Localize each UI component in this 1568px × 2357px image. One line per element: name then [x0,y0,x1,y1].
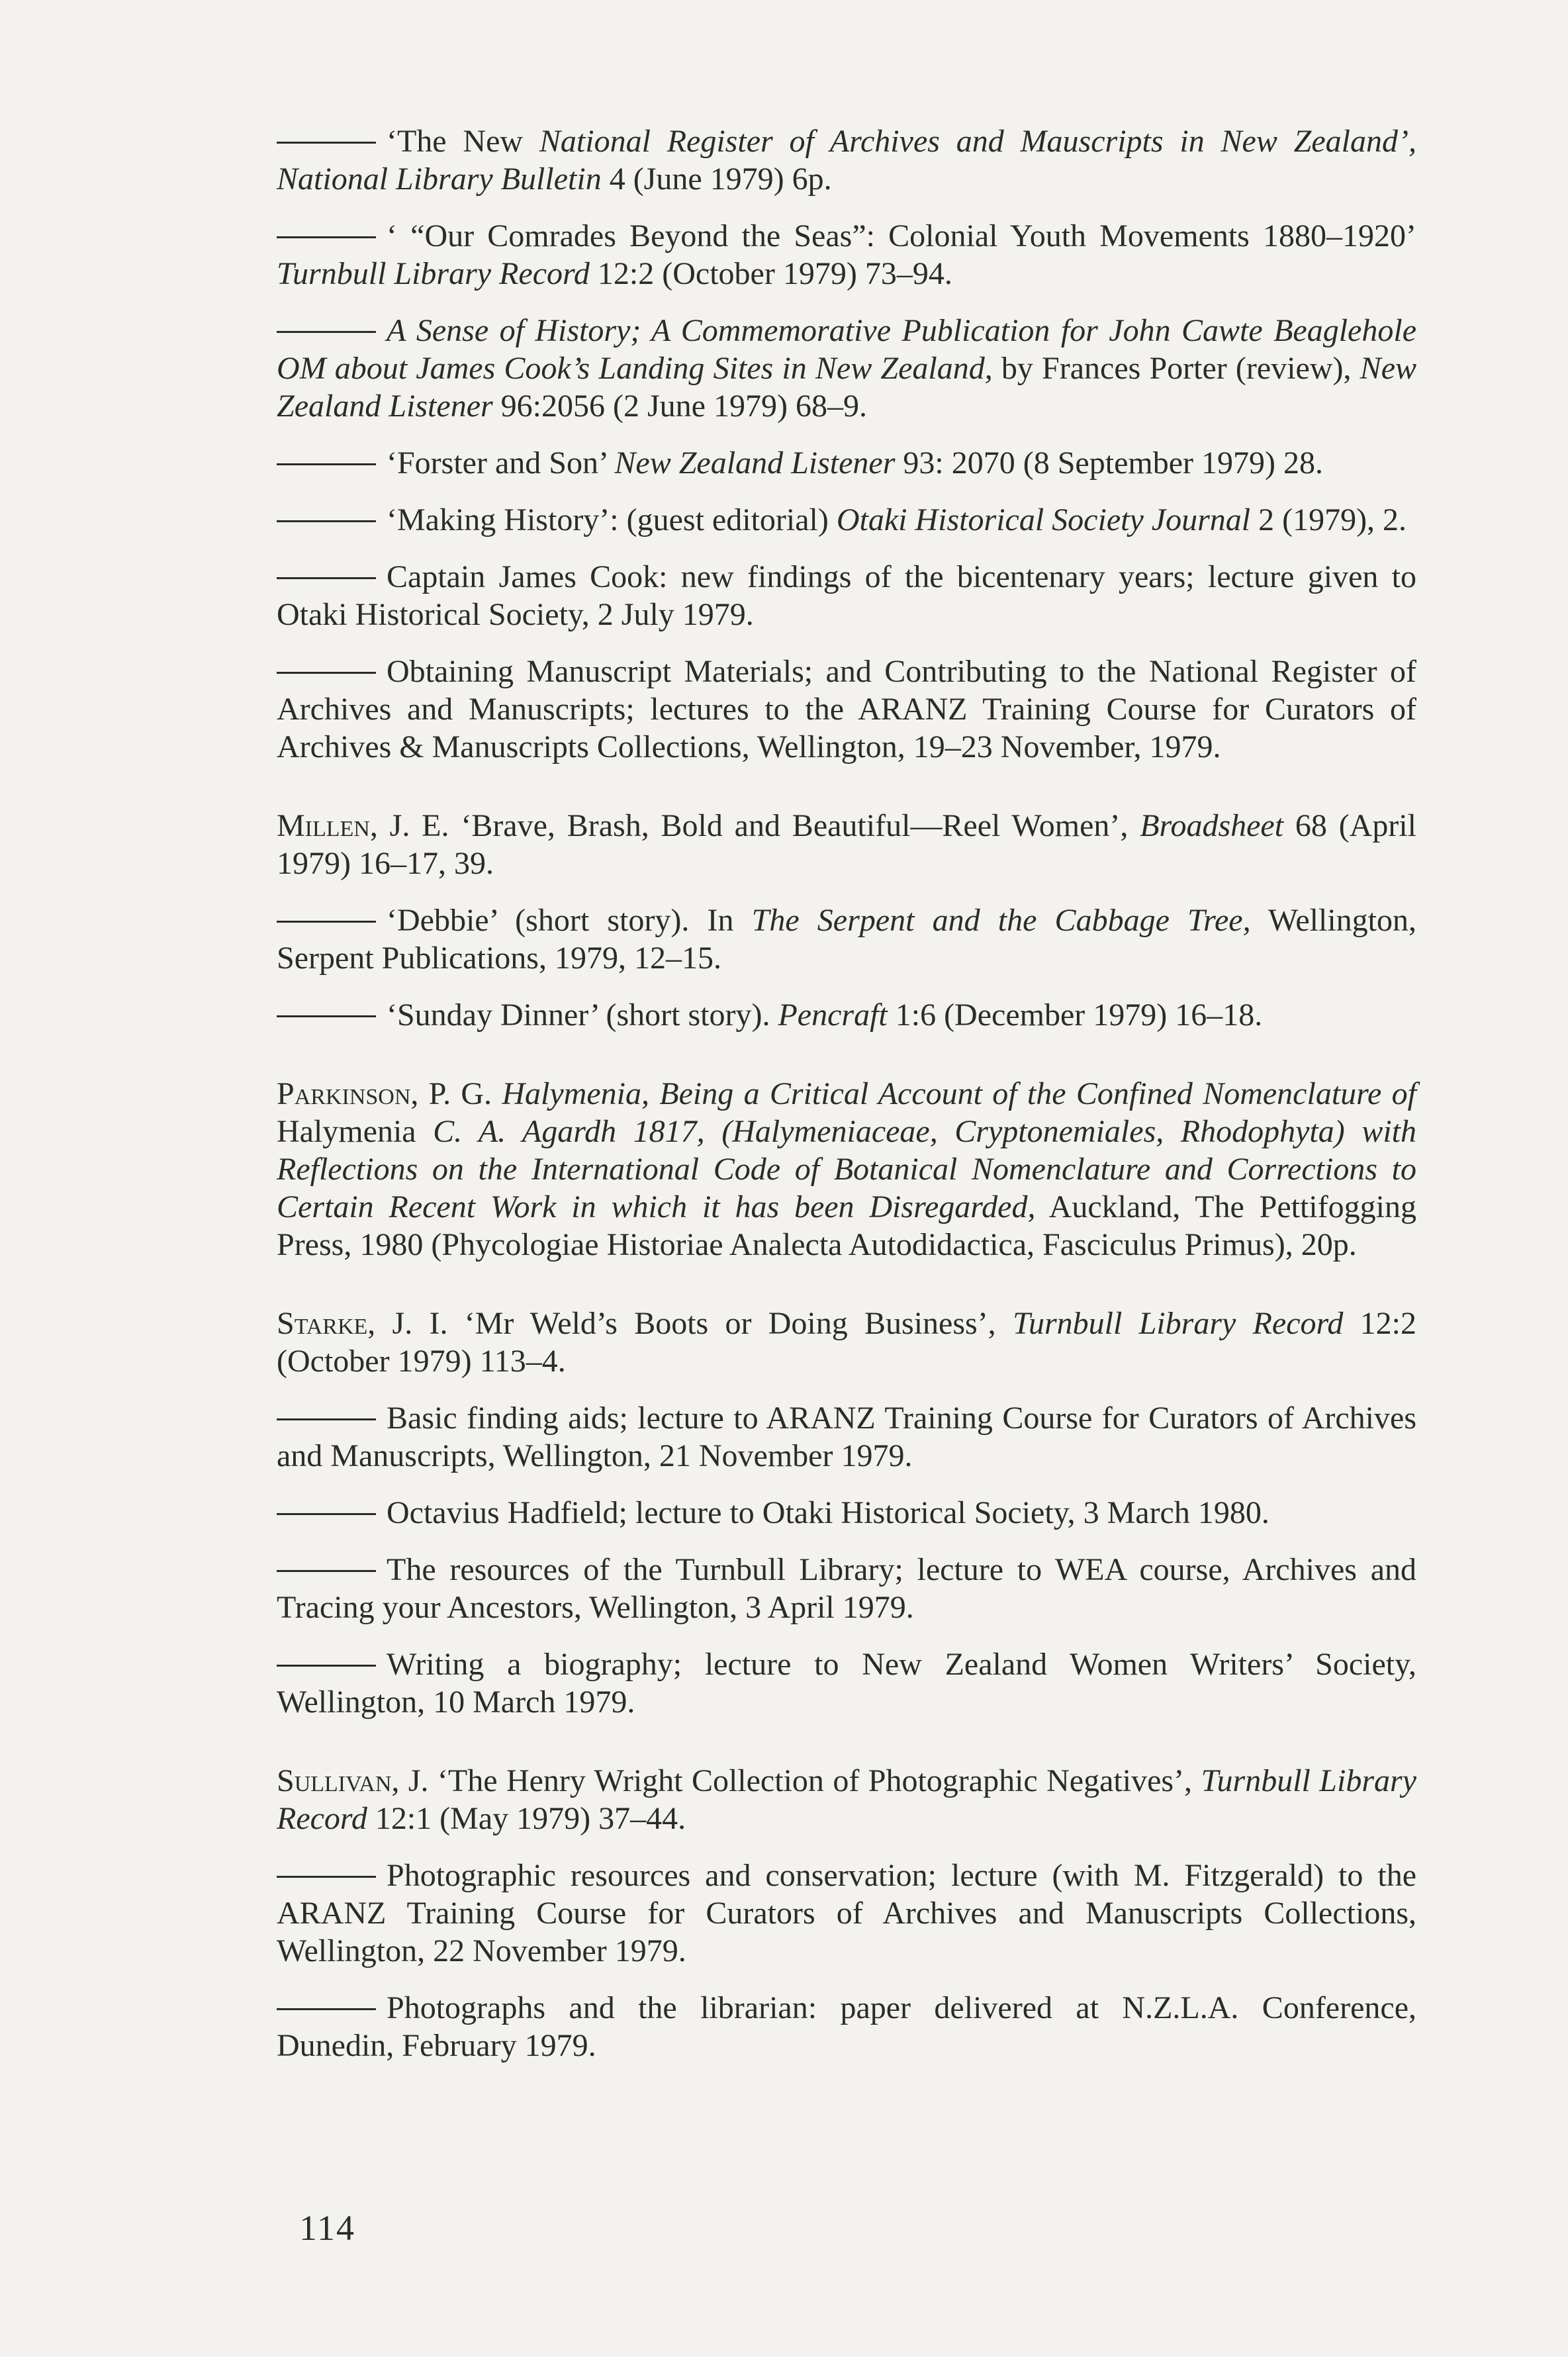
ditto-dash [277,2008,376,2010]
ditto-dash [277,921,376,923]
ditto-dash [277,1876,376,1878]
ditto-dash [277,1418,376,1420]
ditto-dash [277,142,376,144]
bibliography-entry: A Sense of History; A Commemorative Publication for John Cawte Beaglehole OM about James Cook’s Landing Sites in New Zealand, by Frances Porter (review), New Zealand Listener 96:2056 (2 June 1979) 68–9. [277,313,1417,424]
bibliography-entry: Captain James Cook: new findings of the bicentenary years; lecture given to Otaki Historical Society, 2 July 1979. [277,559,1416,632]
bibliography-entry: ‘Debbie’ (short story). In The Serpent and the Cabbage Tree, Wellington, Serpent Publications, 1979, 12–15. [277,903,1416,976]
bibliography-entry: Writing a biography; lecture to New Zealand Women Writers’ Society, Wellington, 10 March 1979. [277,1647,1416,1720]
ditto-dash [277,331,376,333]
author-name: Millen, J. E. [277,808,449,843]
bibliography-entry: Photographic resources and conservation; lecture (with M. Fitzgerald) to the ARANZ Training Course for Curators of Archives and Manuscripts Collections, Wellington, 22 November 1979. [277,1858,1416,1968]
ditto-dash [277,672,376,674]
ditto-dash [277,236,376,238]
bibliography-entry: ‘Forster and Son’ New Zealand Listener 93: 2070 (8 September 1979) 28. [277,444,1416,482]
ditto-dash [277,577,376,579]
ditto-dash [277,520,376,522]
bibliography-entry: Sullivan, J. ‘The Henry Wright Collection of Photographic Negatives’, Turnbull Library Record 12:1 (May 1979) 37–44. [277,1763,1417,1836]
author-name: Sullivan, J. [277,1763,429,1798]
bibliography-entry: Photographs and the librarian: paper delivered at N.Z.L.A. Conference, Dunedin, February 1979. [277,1990,1416,2063]
bibliography-entry: The resources of the Turnbull Library; lecture to WEA course, Archives and Tracing your Ancestors, Wellington, 3 April 1979. [277,1552,1416,1625]
author-name: Parkinson, P. G. [277,1076,492,1111]
bibliography-entry: ‘Sunday Dinner’ (short story). Pencraft 1:6 (December 1979) 16–18. [277,996,1416,1034]
bibliography-entry: ‘Making History’: (guest editorial) Otaki Historical Society Journal 2 (1979), 2. [277,501,1416,539]
bibliography-entry: ‘The New National Register of Archives and Mauscripts in New Zealand’, National Library Bulletin 4 (June 1979) 6p. [277,124,1416,197]
bibliography-entry: Octavius Hadfield; lecture to Otaki Historical Society, 3 March 1980. [277,1494,1416,1532]
bibliography-list [277,122,1416,2084]
bibliography-entry: Parkinson, P. G. Halymenia, Being a Critical Account of the Confined Nomenclature of Halymenia C. A. Agardh 1817, (Halymeniaceae, Cryptonemiales, Rhodophyta) with Reflections on the International Code of Botanical Nomenclature and Corrections to Certain Recent Work in which it has been Disregarded, Auckland, The Pettifogging Press, 1980 (Phycologiae Historiae Analecta Autodidactica, Fasciculus Primus), 20p. [277,1076,1417,1262]
author-name: Starke, J. I. [277,1306,448,1341]
ditto-dash [277,1665,376,1667]
ditto-dash [277,463,376,465]
bibliography-entry: Millen, J. E. ‘Brave, Brash, Bold and Beautiful—Reel Women’, Broadsheet 68 (April 1979) 16–17, 39. [277,808,1416,881]
page-number: 114 [299,2208,355,2248]
ditto-dash [277,1513,376,1515]
bibliography-entry: Starke, J. I. ‘Mr Weld’s Boots or Doing Business’, Turnbull Library Record 12:2 (October 1979) 113–4. [277,1306,1417,1379]
bibliography-entry: Obtaining Manuscript Materials; and Contributing to the National Register of Archives and Manuscripts; lectures to the ARANZ Training Course for Curators of Archives & Manuscripts Collections, Wellington, 19–23 November, 1979. [277,654,1416,764]
ditto-dash [277,1570,376,1572]
bibliography-entry: Basic finding aids; lecture to ARANZ Training Course for Curators of Archives and Manuscripts, Wellington, 21 November 1979. [277,1401,1416,1473]
bibliography-entry: ‘ “Our Comrades Beyond the Seas”: Colonial Youth Movements 1880–1920’ Turnbull Library Record 12:2 (October 1979) 73–94. [277,218,1416,291]
ditto-dash [277,1015,376,1017]
